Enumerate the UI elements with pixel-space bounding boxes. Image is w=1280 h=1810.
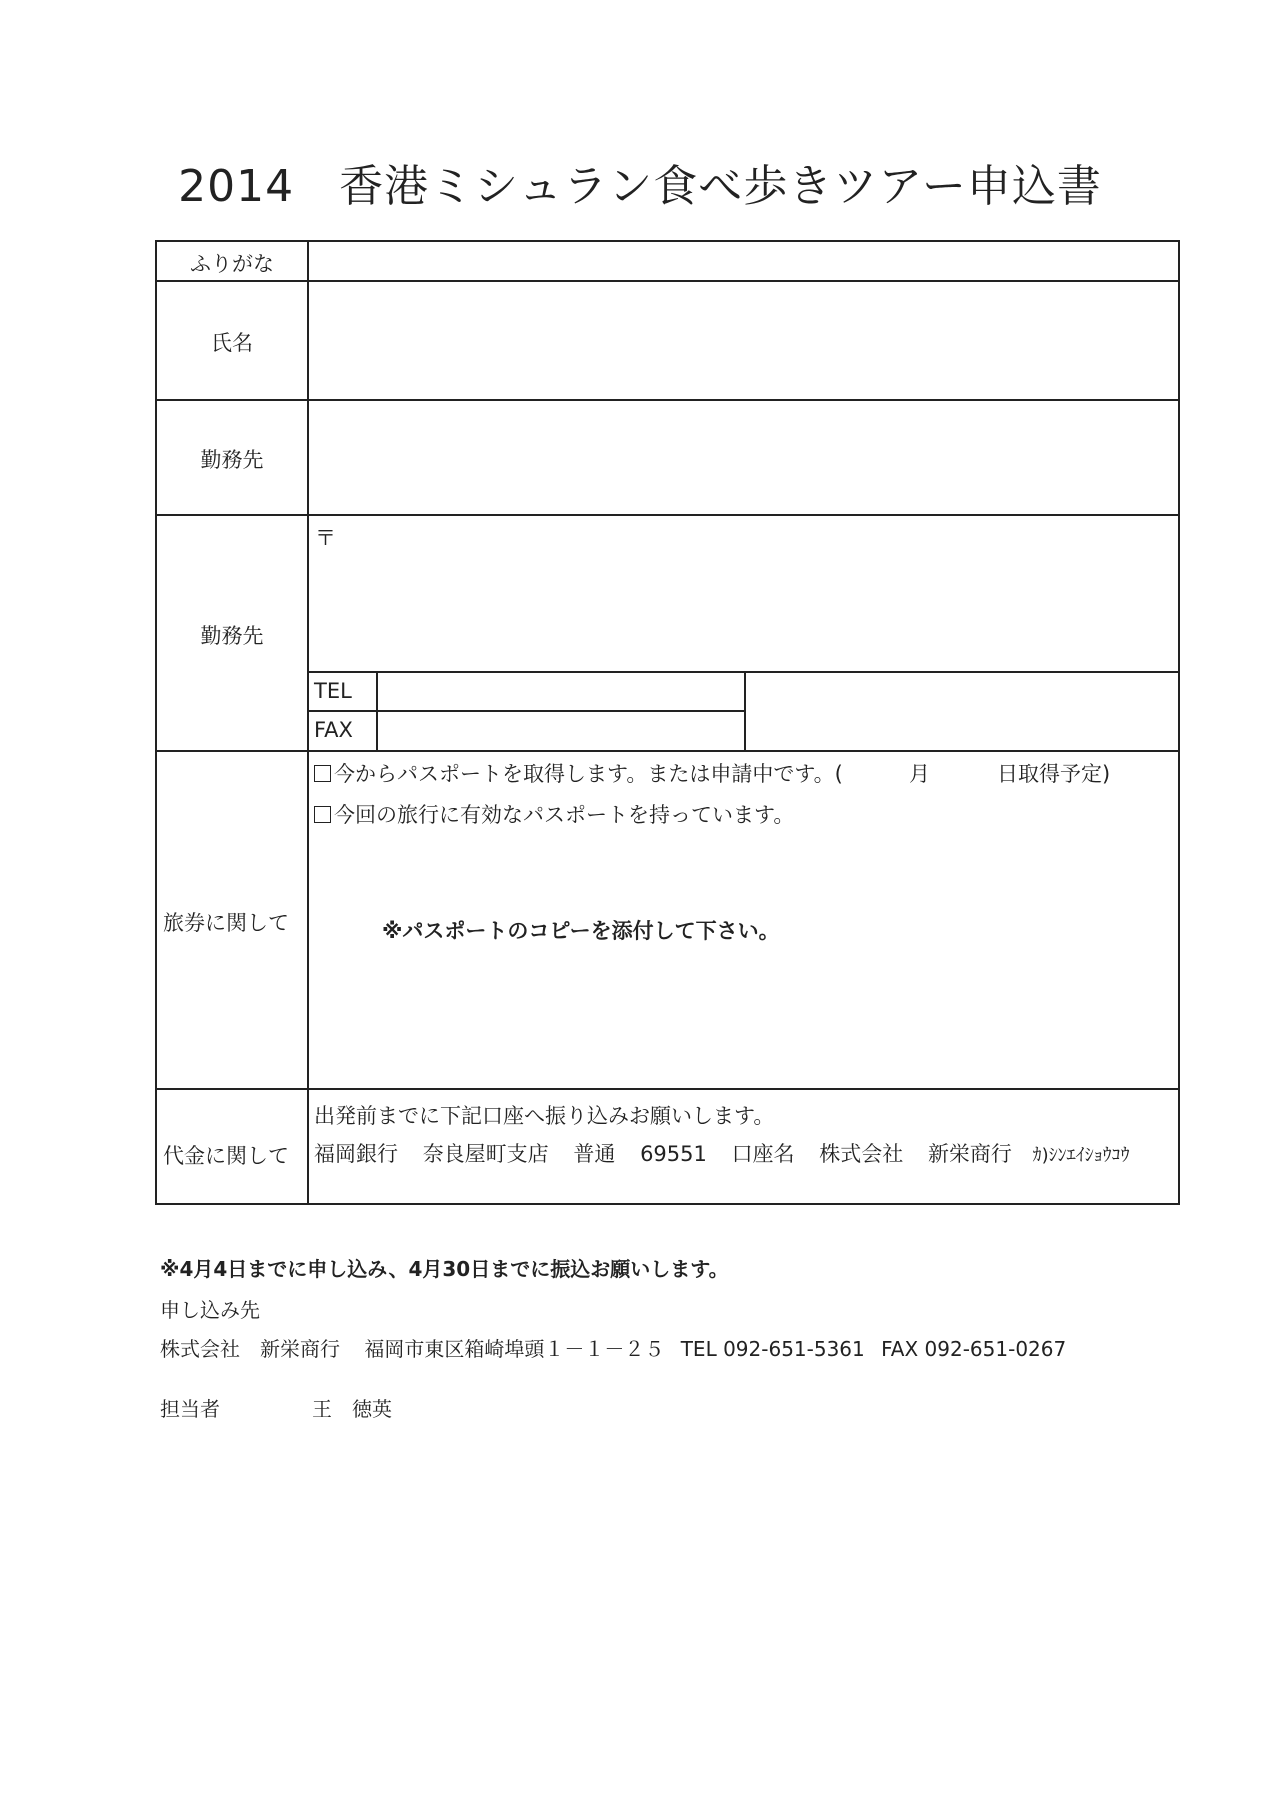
payment-label: 代金に関して [163,1144,289,1168]
tel-fax-right-divider [744,671,746,750]
branch-name: 奈良屋町支店 [422,1142,549,1166]
passport-option-1[interactable]: 今からパスポートを取得します。または申請中です。( [314,758,843,788]
workplace-address-label: 勤務先 [200,624,264,648]
tel-fax-divider [307,710,744,712]
contact-person-name: 王 徳英 [312,1397,392,1421]
passport-month: 月 [909,762,930,786]
checkbox-icon[interactable] [314,806,331,823]
bank-name: 福岡銀行 [314,1142,398,1166]
postal-mark: 〒 [315,526,336,550]
name-label: 氏名 [211,331,253,355]
passport-label: 旅券に関して [163,911,289,935]
row-divider [157,280,1178,282]
checkbox-icon[interactable] [314,765,331,782]
tel-fax-label-divider [376,671,378,750]
fax-label: FAX [314,718,353,742]
workplace-label: 勤務先 [200,448,264,472]
company-tel: TEL 092-651-5361 [680,1337,865,1361]
company-name: 株式会社 新栄商行 [160,1337,340,1361]
company-fax: FAX 092-651-0267 [881,1337,1067,1361]
tel-row-top-line [307,671,1178,673]
account-number: 69551 [640,1142,707,1166]
account-name-label: 口座名 [731,1142,795,1166]
account-holder-type: 株式会社 [819,1142,904,1166]
passport-option-2[interactable]: 今回の旅行に有効なパスポートを持っています。 [314,799,794,829]
payment-instruction: 出発前までに下記口座へ振り込みお願いします。 [314,1104,775,1128]
company-address: 福岡市東区箱崎埠頭１－１－２５ [364,1337,665,1361]
furigana-label: ふりがな [190,252,274,276]
label-column-divider [307,242,309,1203]
account-holder-kana: ｶ)ｼﾝｴｲｼｮｳｺｳ [1032,1145,1130,1166]
deadline-note: ※4月4日までに申し込み、4月30日までに振込お願いします。 [160,1257,729,1281]
account-type: 普通 [573,1142,616,1166]
passport-day: 日取得予定) [997,762,1111,786]
bank-account-line [314,1138,1174,1168]
passport-copy-note: ※パスポートのコピーを添付して下さい。 [382,919,780,943]
apply-to-label: 申し込み先 [160,1298,260,1322]
row-divider [157,399,1178,401]
tel-label: TEL [314,679,352,703]
company-contact-line [160,1333,1066,1362]
contact-person-label: 担当者 [160,1397,220,1421]
row-divider [157,750,1178,752]
row-divider [157,1088,1178,1090]
account-holder-name: 新栄商行 [927,1142,1012,1166]
row-divider [157,514,1178,516]
document-title: 2014 香港ミシュラン食べ歩きツアー申込書 [178,161,1102,212]
application-form-table [155,240,1180,1205]
